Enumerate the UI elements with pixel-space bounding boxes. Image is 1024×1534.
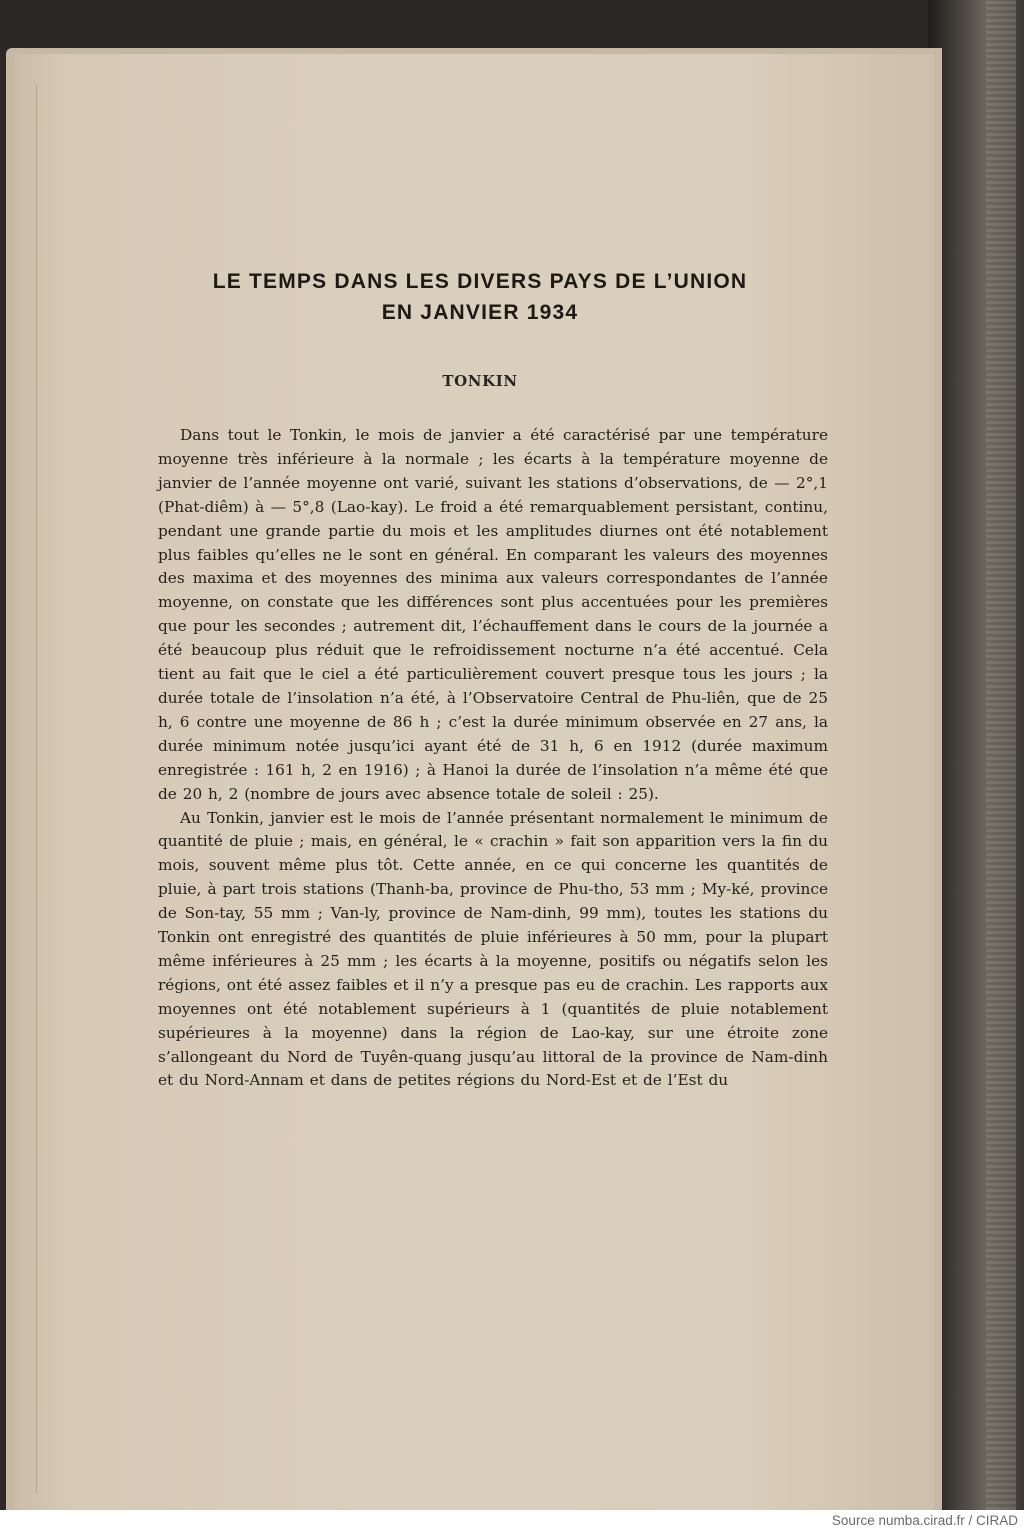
paragraph-2: Au Tonkin, janvier est le mois de l’année présentant normalement le minimum de quantité de pluie ; mais, en général, le « crachin » fait son apparition vers la fin du mois, souvent même plus tôt. Cette année, en ce qui concerne les quantités de pluie, à part trois stations (Thanh-ba, province de Phu-tho, 53 mm ; My-ké, province de Son-tay, 55 mm ; Van-ly, province de Nam-dinh, 99 mm), toutes les stations du Tonkin ont enregistré des quantités de pluie inférieures à 50 mm, pour la plupart même inférieures à 25 mm ; les écarts à la moyenne, positifs ou négatifs selon les régions, ont été assez faibles et il n’y a presque pas eu de crachin. Les rapports aux moyennes ont été notablement supérieurs à 1 (quantités de pluie notablement supérieures à la moyenne) dans la région de Lao-kay, sur une étroite zone s’allongeant du Nord de Tuyên-quang jusqu’au littoral de la province de Nam-dinh et du Nord-Annam et dans de petites régions du Nord-Est et de l’Est du [158, 808, 828, 1090]
paragraph-1: Dans tout le Tonkin, le mois de janvier a été caractérisé par une température moyenne très inférieure à la normale ; les écarts à la température moyenne de janvier de l’année moyenne ont varié, suivant les stations d’observations, de — 2°,1 (Phat-diêm) à — 5°,8 (Lao-kay). Le froid a été remarquablement persistant, continu, pendant une grande partie du mois et les amplitudes diurnes ont été notablement plus faibles qu’elles ne le sont en général. En comparant les valeurs des moyennes des maxima et des moyennes des minima aux valeurs correspondantes de l’année moyenne, on constate que les différences sont plus accentuées pour les premières que pour les secondes ; autrement dit, l’échauffement dans le cours de la journée a été beaucoup plus réduit que le refroidissement nocturne n’a été accentué. Cela tient au fait que le ciel a été particulièrement couvert presque tous les jours ; la durée totale de l’insolation n’a été, à l’Observatoire Central de Phu-liên, que de 25 h, 6 contre une moyenne de 86 h ; c’est la durée minimum observée en 27 ans, la durée minimum notée jusqu’ici ayant été de 31 h, 6 en 1912 (durée maximum enregistrée : 161 h, 2 en 1916) ; à Hanoi la durée de l’insolation n’a même été que de 20 h, 2 (nombre de jours avec absence totale de soleil : 25). [158, 426, 828, 803]
body-text [158, 424, 828, 1093]
title-line-2: EN JANVIER 1934 [381, 301, 579, 324]
title-line-1: LE TEMPS DANS LES DIVERS PAYS DE L’UNION [212, 270, 748, 293]
page-title [120, 266, 840, 328]
section-heading: TONKIN [442, 372, 518, 390]
binding-board [928, 0, 1024, 1510]
source-credit: Source numba.cirad.fr / CIRAD [831, 1513, 1018, 1528]
